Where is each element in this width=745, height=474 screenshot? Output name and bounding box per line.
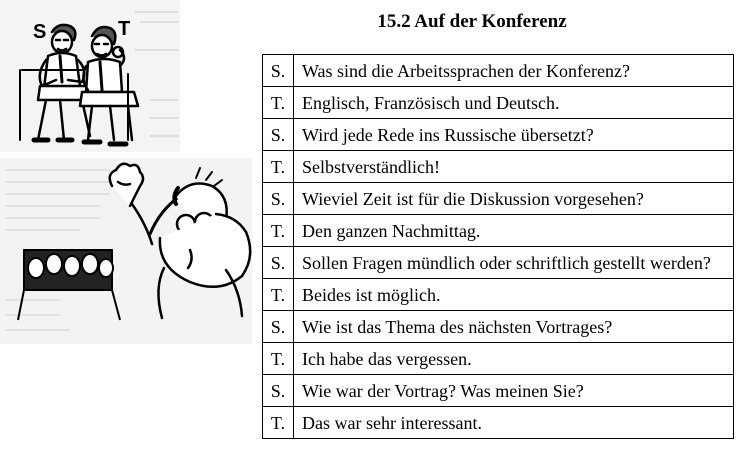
cartoon-illustration: [0, 0, 255, 350]
dialog-row: [263, 119, 734, 151]
speaker-cell: T.: [263, 215, 294, 247]
dialog-row: [263, 375, 734, 407]
utterance-cell: Das war sehr interessant.: [294, 407, 734, 439]
utterance-cell: Den ganzen Nachmittag.: [294, 215, 734, 247]
speaker-cell: S.: [263, 311, 294, 343]
dialog-row: [263, 247, 734, 279]
label-t: T: [118, 18, 131, 40]
utterance-cell: Wie ist das Thema des nächsten Vortrages?: [294, 311, 734, 343]
speaker-cell: S.: [263, 247, 294, 279]
speaker-cell: S.: [263, 375, 294, 407]
dialog-row: [263, 343, 734, 375]
dialog-row: [263, 87, 734, 119]
speaker-cell: T.: [263, 87, 294, 119]
dialog-row: [263, 407, 734, 439]
dialog-row: [263, 215, 734, 247]
dialog-row: [263, 55, 734, 87]
speaker-cell: T.: [263, 407, 294, 439]
speaker-cell: T.: [263, 343, 294, 375]
utterance-cell: Sollen Fragen mündlich oder schriftlich gestellt werden?: [294, 247, 734, 279]
dialog-row: [263, 279, 734, 311]
speaker-cell: S.: [263, 55, 294, 87]
speaker-cell: T.: [263, 151, 294, 183]
dialog-row: [263, 311, 734, 343]
utterance-cell: Was sind die Arbeitssprachen der Konferenz?: [294, 55, 734, 87]
speaker-cell: T.: [263, 279, 294, 311]
speaker-cell: S.: [263, 183, 294, 215]
dialog-row: [263, 151, 734, 183]
dialog-row: [263, 183, 734, 215]
utterance-cell: Ich habe das vergessen.: [294, 343, 734, 375]
utterance-cell: Beides ist möglich.: [294, 279, 734, 311]
label-s: S: [33, 21, 47, 43]
utterance-cell: Selbstverständlich!: [294, 151, 734, 183]
dialog-table: [262, 54, 734, 439]
utterance-cell: Wieviel Zeit ist für die Diskussion vorgesehen?: [294, 183, 734, 215]
speaker-cell: S.: [263, 119, 294, 151]
utterance-cell: Englisch, Französisch und Deutsch.: [294, 87, 734, 119]
utterance-cell: Wie war der Vortrag? Was meinen Sie?: [294, 375, 734, 407]
utterance-cell: Wird jede Rede ins Russische übersetzt?: [294, 119, 734, 151]
page-title: 15.2 Auf der Konferenz: [377, 11, 567, 32]
